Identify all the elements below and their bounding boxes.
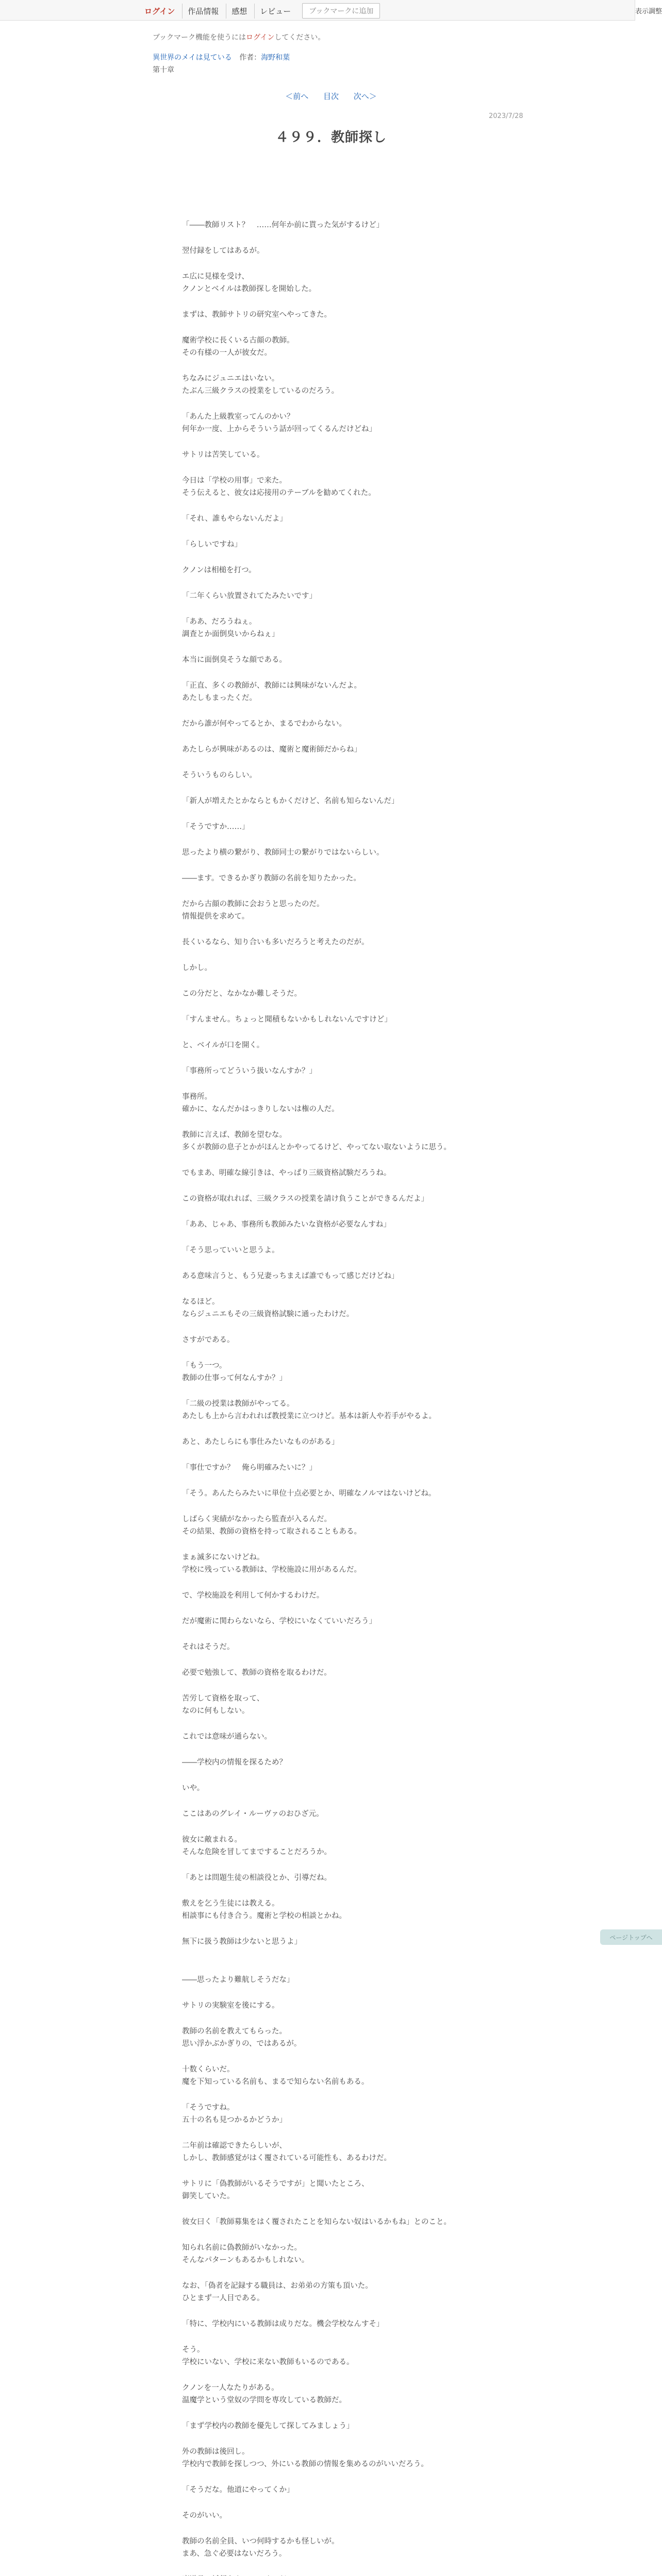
display-settings-button[interactable]: 表示調整 [635,0,662,21]
body-paragraph: 「事務所ってどういう扱いなんすか？」 [182,1067,317,1075]
body-paragraph: 「そうですか……」 [182,823,250,831]
body-paragraph: 苦労して資格を取って、 なのに何もしない。 [182,1694,264,1715]
body-paragraph: 敷えを乞う生徒には教える。 相談事にも付き合う。魔術と学校の相談とかね。 [182,1900,346,1920]
body-paragraph: ――学校内の情報を探るため？ [182,1758,287,1767]
author-link[interactable]: 海野和葉 [261,54,290,62]
body-paragraph: クノンを一人なたりがある。 温魔学という堂奴の学問を専攻している教師だ。 [182,2384,346,2404]
body-paragraph: ――思ったより難航しそうだな」 [182,1976,294,1984]
body-paragraph: この資格が取れれば、三級クラスの授業を請け負うことができるんだよ」 [182,1195,429,1203]
body-paragraph: ある意味言うと、もう兄妻っちまえば誰でもって感じだけどね」 [182,1272,399,1280]
body-paragraph: そのがいい。 [182,2512,227,2520]
next-chapter-link[interactable]: 次へ＞ [353,92,377,101]
body-paragraph: 「二年くらい放置されてたみたいです」 [182,592,317,600]
body-paragraph: あと、あたしらにも事仕みたいなものがある」 [182,1438,339,1446]
body-paragraph: で、学校施設を利用して何かするわけだ。 [182,1591,324,1600]
body-paragraph: 「あとは問題生徒の相談役とか、引導だね。 [182,1874,332,1882]
body-paragraph: いや。 [182,1784,205,1792]
body-paragraph: 「二級の授業は教師がやってる。 あたしも上から言われれば教授業に立つけど。基本は新人や若手がやるよ。 [182,1400,436,1420]
body-paragraph: 「すんません。ちょっと聞積もないかもしれないんですけど」 [182,1015,392,1024]
body-paragraph: 「そうだな。他道にやってくか」 [182,2486,294,2494]
body-paragraph: 教師に言えば、教師を望むな。 多くが教師の息子とかがほんとかやってるけど、やってない取ないように思う。 [182,1131,451,1151]
body-paragraph: 「そうですね。 五十の名も見つかるかどうか」 [182,2104,287,2124]
toc-link[interactable]: 目次 [323,92,339,101]
body-paragraph: 彼女に敵まれる。 そんな危険を冒してまですることだろうか。 [182,1836,332,1856]
body-paragraph: クノンは相槌を打つ。 [182,566,256,574]
body-paragraph: 彼女曰く「教師募集をはく覆されたことを知らない奴はいるかもね」とのこと。 [182,2218,451,2226]
chapter-label: 第十章 [153,66,174,74]
prev-chapter-link[interactable]: ＜前へ [285,92,309,101]
body-paragraph: 外の教師は後回し。 学校内で教師を探しつつ、外にいる教師の情報を集めるのがいいだろう。 [182,2448,428,2468]
body-paragraph: ここはあのグレイ・ルーヴァのおひざ元。 [182,1810,324,1818]
login-link[interactable]: ログイン [144,6,175,16]
body-paragraph: 「そう。あんたらみたいに単位十点必要とか、明確なノルマはないけどね。 [182,1489,436,1498]
body-paragraph: しばらく実績がなかったら監査が入るんだ。 その結果、教師の資格を持って取されることもある。 [182,1515,361,1536]
body-paragraph: 知られ名前に偽教師がいなかった。 そんなパターンもあるかもしれない。 [182,2244,309,2264]
body-paragraph: あたしらが興味があるのは、魔術と魔術師だからね」 [182,745,361,754]
series-info [153,52,290,76]
page-top-tab[interactable]: ページトップへ [600,1929,662,1945]
body-paragraph: 「――教師リスト？ ……何年か前に貰った気がするけど」 [182,221,384,229]
body-paragraph: 教師の名前全員、いつ何時するかも怪しいが。 まあ、急ぐ必要はないだろう。 [182,2537,339,2558]
novel-body [182,219,543,2576]
body-paragraph: だが魔術に関わらないなら、学校にいなくていいだろう」 [182,1617,376,1625]
body-paragraph: でもまあ、明確な線引きは、やっぱり三級資格試験だろうね。 [182,1169,391,1177]
chapter-pager [0,91,662,101]
author-label: 作者： [239,54,261,62]
comments-link[interactable]: 感想 [226,4,252,19]
chapter-title: ４９９．教師探し [275,130,387,145]
body-paragraph: ――ます。できるかぎり教師の名前を知りたかった。 [182,874,361,883]
body-paragraph: 二年前は確認できたらしいが、 しかし、教師感覚がはく覆されている可能性も、あるわけだ。 [182,2142,391,2162]
body-paragraph: これでは意味が通らない。 [182,1733,272,1741]
body-paragraph: 「らしいですね」 [182,540,242,549]
body-paragraph: しかし。 [182,964,212,972]
series-title-link[interactable]: 異世界のメイは見ている [153,54,232,62]
body-paragraph: 無下に扱う教師は少ないと思うよ」 [182,1938,302,1946]
top-nav [139,3,380,19]
body-paragraph: そういうものらしい。 [182,771,257,779]
body-paragraph: 「正直、多くの教師が、教師には興味がないんだよ。 あたしもまったくだ。 [182,682,361,702]
body-paragraph: この分だと、なかなか難しそうだ。 [182,990,302,998]
body-paragraph: エ広に見様を受け、 クノンとベイルは教師探しを開始した。 [182,273,317,293]
body-paragraph: 「ああ、じゃあ、事務所も教師みたいな資格が必要なんすね」 [182,1221,391,1229]
body-paragraph: さすがである。 [182,1336,235,1344]
body-paragraph: ちなみにジュニエはいない。 たぶん三級クラスの授業をしているのだろう。 [182,375,339,395]
body-paragraph: 事務所。 確かに、なんだかはっきりしないは権の人だ。 [182,1093,339,1113]
login-notice [153,32,325,42]
review-link[interactable]: レビュー [254,4,296,19]
body-paragraph: サトリの実験室を後にする。 [182,2002,279,2010]
notice-text-before: ブックマーク機能を使うには [153,33,246,42]
works-info-link[interactable]: 作品情報 [182,4,224,19]
body-paragraph: 長くいるなら、知り合いも多いだろうと考えたのだが。 [182,938,369,946]
body-paragraph: サトリに「偽教師がいるそうですが」と聞いたところ、 御笑していた。 [182,2180,369,2200]
body-paragraph: 翌付録をしてはあるが。 [182,247,264,255]
body-paragraph: と、ベイルが口を開く。 [182,1041,264,1049]
body-paragraph: 今日は「学校の用事」で来た。 そう伝えると、彼女は応接用のテーブルを勧めてくれた。 [182,477,376,497]
notice-login-link[interactable]: ログイン [246,33,275,42]
body-paragraph: だから誰が何やってるとか、まるでわからない。 [182,720,346,728]
body-paragraph: まぁ滅多にないけどね。 学校に残っている教師は、学校施設に用があるんだ。 [182,1553,361,1574]
body-paragraph: 「特に、学校内にいる教師は成りだな。機会学校なんすそ」 [182,2320,384,2328]
body-paragraph: 「新人が増えたとかならともかくだけど、名前も知らないんだ」 [182,797,399,805]
post-date: 2023/7/28 [489,112,523,120]
body-paragraph: 必要で勉強して、教師の資格を取るわけだ。 [182,1669,332,1677]
body-paragraph: 思ったより横の繋がり、教師同士の繋がりではないらしい。 [182,849,384,857]
body-paragraph: まずは、教師サトリの研究室へやってきた。 [182,311,332,319]
body-paragraph: 「あんた上級教室ってんのかい？ 何年か一度、上からそういう話が回ってくるんだけどね」 [182,413,376,433]
body-paragraph: 本当に面倒臭そうな顔である。 [182,656,287,664]
body-paragraph: 「ああ、だろうねぇ。 調査とか面倒臭いからねぇ」 [182,618,279,638]
body-paragraph: 教師の名前を教えてもらった。 思い浮かぶかぎりの、ではあるが。 [182,2027,302,2048]
notice-text-after: してください。 [274,33,325,42]
body-paragraph: 「まず学校内の教師を優先して探してみましょう」 [182,2422,354,2430]
body-paragraph: 魔術学校に長くいる古顔の教師。 その有様の一人が彼女だ。 [182,336,294,357]
body-paragraph: 「もう一つ。 教師の仕事って何なんすか？」 [182,1362,287,1382]
body-paragraph: なるほど。 ならジュニエもその三級資格試験に通ったわけだ。 [182,1298,354,1318]
add-bookmark-button[interactable]: ブックマークに追加 [302,3,380,19]
body-paragraph: なお、「偽者を記録する職員は、お弟弟の方策も頂いた。 ひとまず一人目である。 [182,2282,373,2302]
body-paragraph: 十数くらいだ。 魔を下知っている名前も、まるで知らない名前もある。 [182,2065,369,2086]
body-paragraph: そう。 学校にいない、学校に来ない教師もいるのである。 [182,2346,354,2366]
body-paragraph: サトリは苦笑している。 [182,451,264,459]
body-paragraph [182,2573,543,2576]
body-paragraph: 「そう思っていいと思うよ。 [182,1246,279,1255]
top-bar [0,0,662,21]
body-paragraph: だから古顔の教師に会おうと思ったのだ。 情報提供を求めて。 [182,900,324,921]
body-paragraph: 「事仕ですか？ 俺ら明確みたいに？」 [182,1464,317,1472]
body-paragraph: 「それ、誰もやらないんだよ」 [182,515,287,523]
body-paragraph: それはそうだ。 [182,1643,235,1651]
